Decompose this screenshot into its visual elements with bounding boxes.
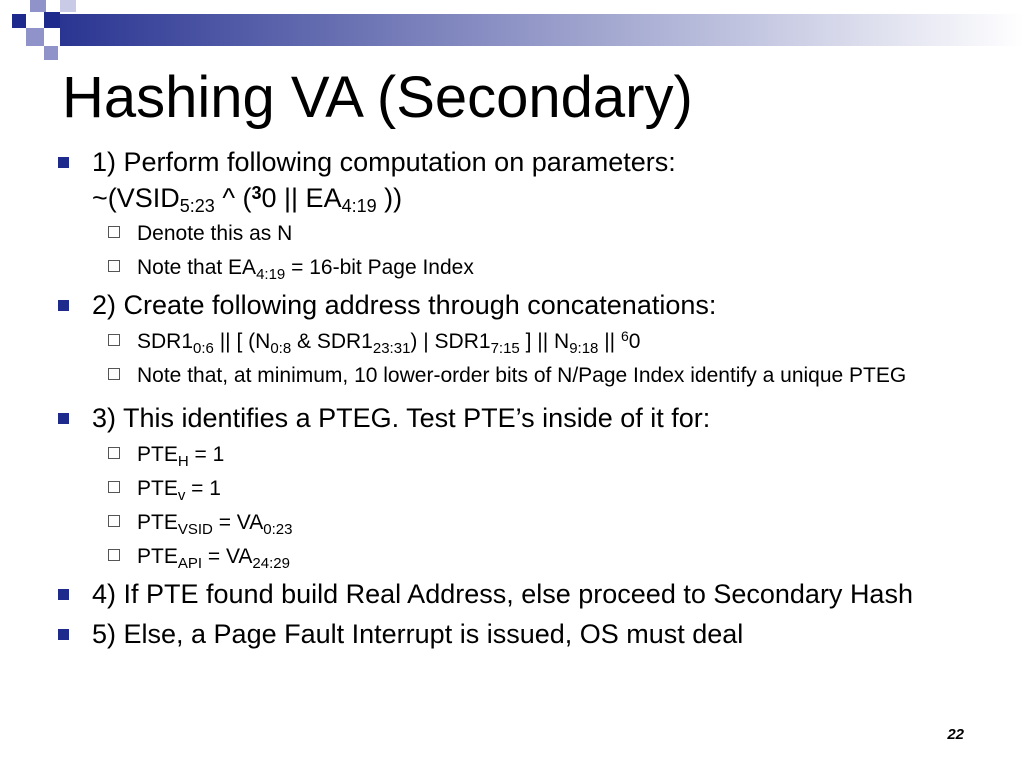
sub-item-text: = VA	[202, 545, 253, 568]
formula-line	[56, 182, 986, 215]
hollow-square-bullet-icon	[108, 334, 120, 346]
hollow-square-bullet-icon	[108, 481, 120, 493]
bullet-text: 5) Else, a Page Fault Interrupt is issued, OS must deal	[92, 619, 744, 649]
sub-item-text: = VA	[212, 511, 264, 534]
deco-square	[44, 12, 60, 28]
sub-item	[56, 476, 986, 504]
bullet-text: 2) Create following address through concatenations:	[92, 290, 717, 320]
bullet-text: 3) This identifies a PTEG. Test PTE’s inside of it for:	[92, 403, 711, 433]
deco-square	[44, 46, 58, 60]
bullet-text: 4) If PTE found build Real Address, else proceed to Secondary Hash	[92, 579, 913, 609]
hollow-square-bullet-icon	[108, 549, 120, 561]
formula-part: ))	[376, 183, 403, 213]
formula-part: ] || N	[519, 330, 570, 353]
superscript: 6	[620, 328, 629, 344]
subscript: 24:29	[252, 555, 290, 572]
sub-item	[56, 221, 986, 246]
subscript: 0:23	[263, 521, 293, 538]
bullet-item-1	[56, 146, 986, 179]
sub-item	[56, 442, 986, 470]
deco-square	[60, 0, 76, 12]
sub-item	[56, 510, 986, 538]
sub-item-text: = 1	[185, 477, 221, 500]
hollow-square-bullet-icon	[108, 368, 120, 380]
sub-item-text: PTE	[137, 477, 178, 500]
square-bullet-icon	[58, 157, 69, 168]
subscript: VSID	[177, 521, 213, 538]
sub-item-text: PTE	[137, 511, 178, 534]
sub-item	[56, 328, 986, 357]
subscript: 0:6	[193, 340, 214, 357]
hollow-square-bullet-icon	[108, 515, 120, 527]
sub-item-text: PTE	[137, 443, 178, 466]
hollow-square-bullet-icon	[108, 260, 120, 272]
subscript: 9:18	[569, 340, 599, 357]
formula-part: & SDR1	[291, 330, 373, 353]
subscript: API	[177, 555, 203, 572]
formula-part: ~(VSID	[92, 183, 180, 213]
sub-item	[56, 363, 986, 388]
formula-part: || [ (N	[213, 330, 271, 353]
header-gradient-bar	[60, 14, 1024, 46]
sub-item	[56, 255, 986, 283]
square-bullet-icon	[58, 300, 69, 311]
hollow-square-bullet-icon	[108, 226, 120, 238]
slide-title: Hashing VA (Secondary)	[62, 65, 693, 130]
page-number: 22	[947, 726, 964, 743]
subscript: 7:15	[490, 340, 520, 357]
bullet-item-5	[56, 618, 986, 651]
square-bullet-icon	[58, 589, 69, 600]
sub-item	[56, 544, 986, 572]
formula-part: ||	[598, 330, 621, 353]
sub-item-text: = 16-bit Page Index	[285, 256, 474, 279]
square-bullet-icon	[58, 629, 69, 640]
sub-item-text: Denote this as N	[137, 222, 293, 245]
formula-part: SDR1	[137, 330, 194, 353]
formula-part: ^ (	[214, 183, 252, 213]
deco-square	[12, 14, 26, 28]
formula-part: 0 || EA	[261, 183, 342, 213]
sub-item-text: PTE	[137, 545, 178, 568]
bullet-item-2	[56, 289, 986, 322]
sub-item-text: = 1	[188, 443, 225, 466]
slide-content	[56, 146, 986, 658]
sub-item-text: Note that, at minimum, 10 lower-order bits of N/Page Index identify a unique PTEG	[137, 364, 907, 387]
hollow-square-bullet-icon	[108, 447, 120, 459]
bullet-item-4	[56, 578, 986, 611]
formula-part: ) | SDR1	[410, 330, 491, 353]
subscript: 0:8	[270, 340, 292, 357]
deco-square	[30, 0, 46, 12]
subscript: 4:19	[256, 266, 286, 283]
subscript: H	[177, 453, 189, 470]
formula-subscript: 4:19	[341, 196, 377, 216]
sub-item-text: Note that EA	[137, 256, 257, 279]
subscript: 23:31	[372, 340, 411, 357]
formula-part: 0	[628, 330, 641, 353]
bullet-text: 1) Perform following computation on parameters:	[92, 147, 676, 177]
formula-superscript: 3	[251, 183, 262, 203]
subscript: v	[177, 487, 186, 504]
bullet-item-3	[56, 402, 986, 435]
square-bullet-icon	[58, 413, 69, 424]
formula-subscript: 5:23	[179, 196, 215, 216]
deco-square	[26, 28, 44, 46]
